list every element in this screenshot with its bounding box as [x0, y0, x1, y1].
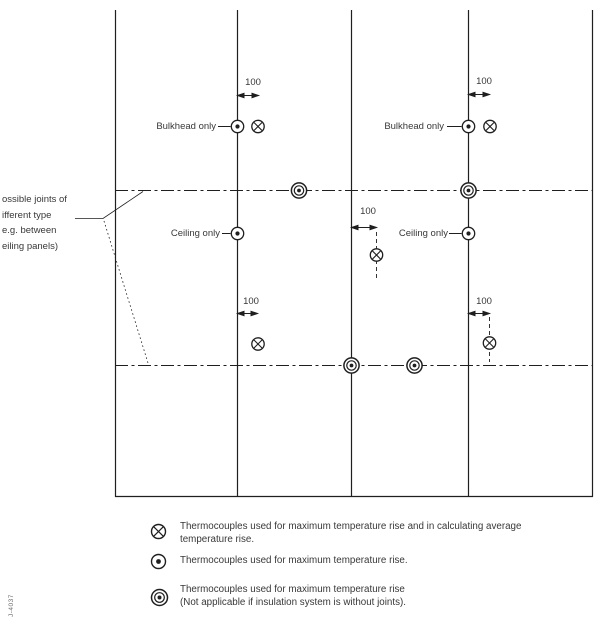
legend-text-line: Thermocouples used for maximum temperature rise. [180, 555, 408, 566]
bulkhead-only-label-right: Bulkhead only [384, 120, 444, 132]
legend-text-line: temperature rise. [180, 533, 255, 545]
thermocouple-max-icon [231, 120, 243, 132]
dimension-top-right-arrow [469, 92, 490, 96]
note-leader-line [75, 192, 143, 219]
note-line: ifferent type [2, 209, 52, 221]
note-leader-dotted-line [104, 221, 148, 363]
ceiling-only-label-left: Ceiling only [170, 227, 220, 239]
dimension-bottom-left-value: 100 [243, 295, 259, 307]
dimension-top-left-arrow [238, 93, 259, 97]
dimension-top-left-value: 100 [245, 77, 261, 88]
thermocouple-max-and-average-icon [150, 523, 167, 540]
thermocouple-max-and-average-icon [252, 120, 264, 132]
dimension-top-right-value: 100 [476, 76, 492, 87]
thermocouple-max-and-average-icon [483, 337, 495, 349]
legend-text-line: Thermocouples used for maximum temperature rise and in calculating average [180, 521, 522, 532]
note-line: eiling panels) [2, 240, 58, 252]
dimension-bottom-right-arrow [469, 311, 490, 315]
thermocouple-max-icon [462, 227, 474, 239]
dimension-bottom-left-arrow [238, 311, 258, 315]
panel-joint-lines [115, 10, 593, 497]
dimension-arrows [238, 92, 490, 315]
thermocouple-max-joints-icon [407, 358, 422, 373]
thermocouple-max-joints-icon [461, 183, 476, 198]
ceiling-only-label-right: Ceiling only [398, 227, 448, 239]
bulkhead-only-label-left: Bulkhead only [156, 120, 216, 132]
different-type-joint-lines [115, 191, 593, 366]
thermocouple-max-joints-icon [150, 588, 169, 607]
thermocouple-max-icon [462, 120, 474, 132]
thermocouple-max-and-average-icon [370, 249, 382, 261]
thermocouple-max-and-average-icon [252, 338, 264, 350]
legend-text-line: (Not applicable if insulation system is without joints). [180, 596, 406, 608]
legend-text-line: Thermocouples used for maximum temperature rise [180, 584, 405, 595]
thermocouple-max-joints-icon [344, 358, 359, 373]
note-line: ossible joints of [2, 194, 67, 205]
figure-code: J-4037 [8, 594, 15, 617]
thermocouple-max-joints-icon [291, 183, 306, 198]
thermocouple-max-icon [150, 553, 167, 570]
thermocouple-max-icon [231, 227, 243, 239]
dimension-middle-arrow [352, 225, 377, 229]
joints-annotation-note [2, 192, 67, 254]
dimension-middle-value: 100 [360, 206, 376, 217]
dimension-bottom-right-value: 100 [476, 295, 492, 307]
label-leaders [218, 127, 462, 234]
note-line: e.g. between [2, 225, 57, 236]
thermocouple-max-and-average-icon [484, 120, 496, 132]
